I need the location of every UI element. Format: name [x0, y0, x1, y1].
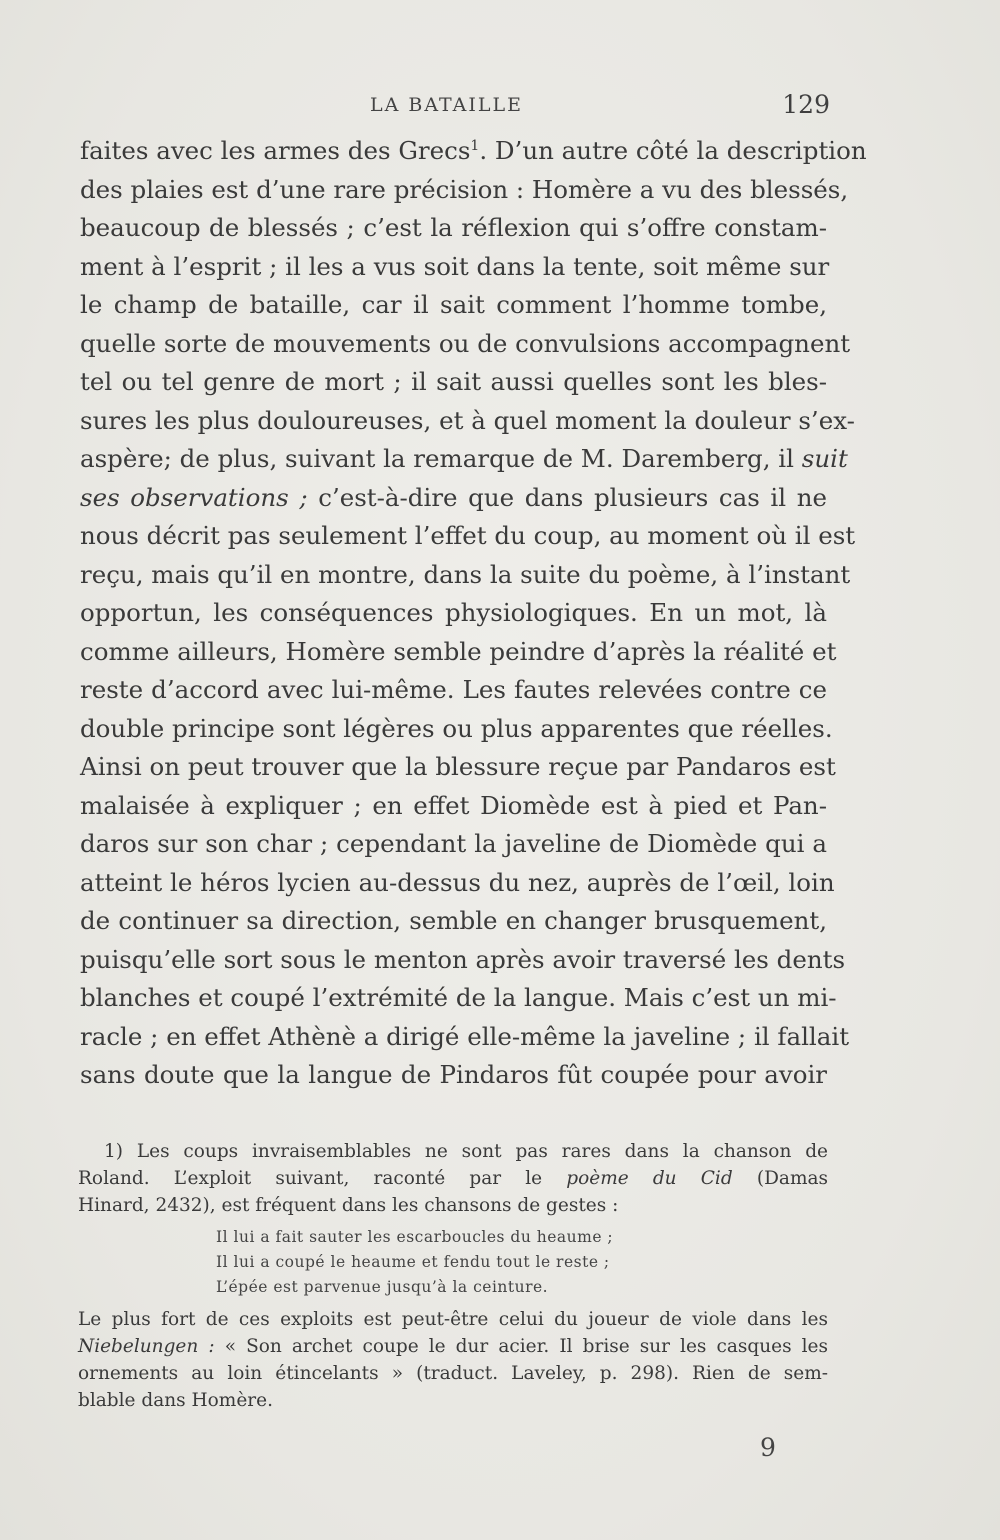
body-line-24: racle ; en effet Athènè a dirigé elle-même la javeline ; il fallait: [80, 1021, 850, 1051]
body-line-13: opportun, les conséquences physiologiques. En un mot, là: [80, 598, 827, 627]
body-line-11: nous décrit pas seulement l’effet du coup, au moment où il est: [80, 521, 856, 550]
verse-line-1: Il lui a fait sauter les escarboucles du heaume ;: [216, 1228, 614, 1246]
body-line-21: de continuer sa direction, semble en changer brusquement,: [80, 906, 827, 935]
running-head: [80, 90, 830, 130]
footnote-ref: 1: [470, 138, 480, 154]
body-line-15: reste d’accord avec lui-même. Les fautes relevées contre ce: [80, 675, 827, 704]
body-line-9: aspère; de plus, suivant la remarque de M. Daremberg, il suit: [80, 444, 848, 473]
body-line-14: comme ailleurs, Homère semble peindre d’après la réalité et: [80, 636, 837, 666]
verse-block: [78, 1225, 828, 1300]
body-text: [80, 132, 867, 1095]
running-title: LA BATAILLE: [370, 94, 523, 116]
body-line-12: reçu, mais qu’il en montre, dans la suite du poème, à l’instant: [80, 559, 851, 589]
verse-line-2: Il lui a coupé le heaume et fendu tout le reste ;: [216, 1253, 610, 1271]
footnote-line-7: blable dans Homère.: [78, 1390, 273, 1411]
body-line-20: atteint le héros lycien au-dessus du nez, auprès de l’œil, loin: [80, 867, 835, 897]
body-line-5: le champ de bataille, car il sait comment l’homme tombe,: [80, 290, 827, 319]
signature-mark: 9: [760, 1433, 776, 1462]
italic-niebelungen: Niebelungen :: [78, 1336, 215, 1357]
body-line-4: ment à l’esprit ; il les a vus soit dans la tente, soit même sur: [80, 251, 830, 281]
verse-line-3: L’épée est parvenue jusqu’à la ceinture.: [216, 1278, 549, 1296]
italic-observations: ses observations ;: [80, 482, 308, 512]
poem-title: poème du Cid: [566, 1168, 733, 1189]
footnote-line-4: Le plus fort de ces exploits est peut-être celui du joueur de viole dans les: [78, 1309, 828, 1330]
footnote-line-6: ornements au loin étincelants » (traduct. Laveley, p. 298). Rien de sem-: [78, 1363, 828, 1384]
body-line-25: sans doute que la langue de Pindaros fût coupée pour avoir: [80, 1060, 827, 1089]
body-line-10: ses observations ; c’est-à-dire que dans plusieurs cas il ne: [80, 482, 827, 512]
body-line-23: blanches et coupé l’extrémité de la langue. Mais c’est un mi-: [80, 983, 837, 1012]
body-line-7: tel ou tel genre de mort ; il sait aussi quelles sont les bles-: [80, 367, 827, 396]
body-line-8: sures les plus douloureuses, et à quel moment la douleur s’ex-: [80, 405, 855, 435]
body-line-1: faites avec les armes des Grecs$^1$. D’un autre côté la description: [80, 136, 867, 165]
body-line-6: quelle sorte de mouvements ou de convulsions accompagnent: [80, 328, 851, 358]
body-line-3: beaucoup de blessés ; c’est la réflexion qui s’offre constam-: [80, 213, 827, 242]
footnote-line-1: 1) Les coups invraisemblables ne sont pas rares dans la chanson de: [104, 1141, 828, 1162]
footnote-line-2: Roland. L’exploit suivant, raconté par le poème du Cid (Damas: [78, 1168, 829, 1189]
footnote-line-5: Niebelungen : « Son archet coupe le dur acier. Il brise sur les casques les: [78, 1336, 828, 1357]
body-line-16: double principe sont légères ou plus apparentes que réelles.: [80, 713, 833, 743]
italic-suit: suit: [801, 444, 848, 473]
body-line-22: puisqu’elle sort sous le menton après avoir traversé les dents: [80, 944, 846, 974]
footnote-line-3: Hinard, 2432), est fréquent dans les chansons de gestes :: [78, 1195, 619, 1216]
page-number: 129: [782, 90, 830, 119]
body-line-18: malaisée à expliquer ; en effet Diomède est à pied et Pan-: [80, 790, 827, 820]
body-line-19: daros sur son char ; cependant la javeline de Diomède qui a: [80, 829, 827, 858]
footnotes: [78, 1138, 828, 1414]
body-line-17: Ainsi on peut trouver que la blessure reçue par Pandaros est: [80, 752, 836, 781]
body-line-2: des plaies est d’une rare précision : Homère a vu des blessés,: [80, 174, 849, 204]
